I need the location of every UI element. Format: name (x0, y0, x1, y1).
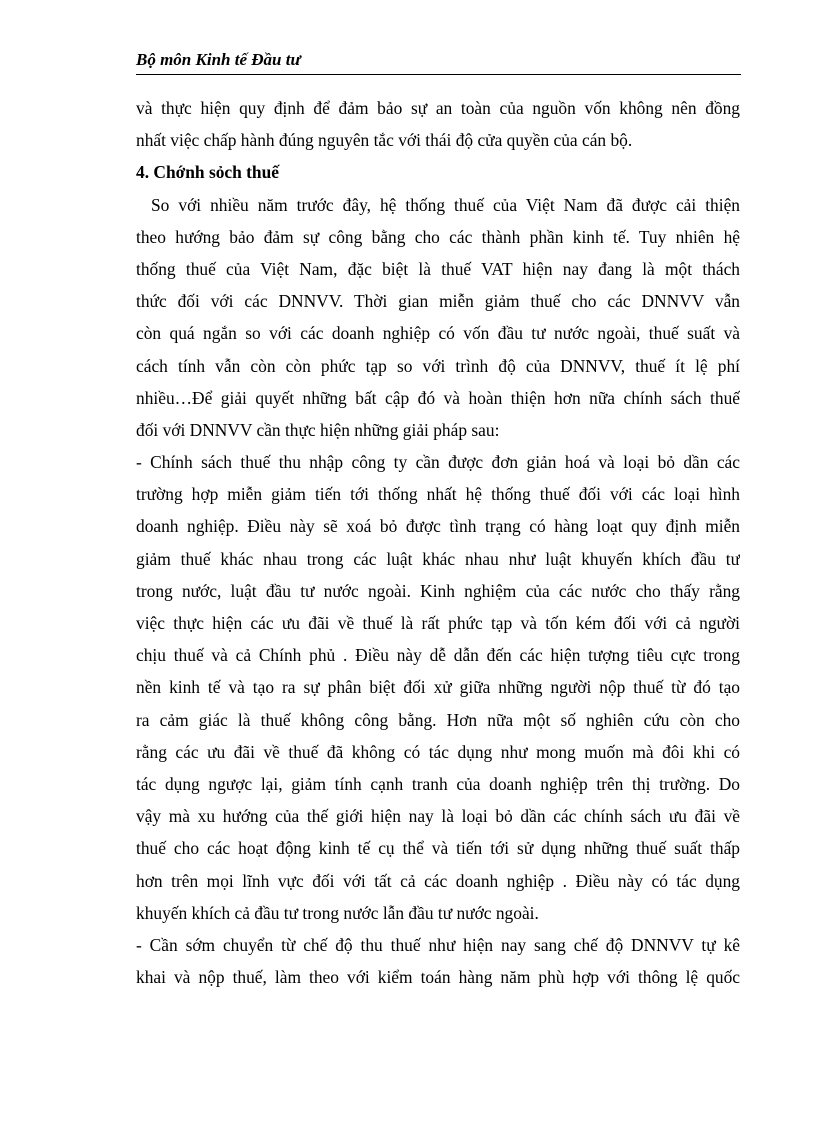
text-line: doanh nghiệp. Điều này sẽ xoá bỏ được tình trạng có hàng loạt quy định miễn (136, 516, 740, 537)
text-line: theo hướng bảo đảm sự công bằng cho các thành phần kinh tế. Tuy nhiên hệ (136, 226, 740, 247)
text-line: So với nhiều năm trước đây, hệ thống thuế của Việt Nam đã được cải thiện (151, 194, 740, 215)
text-line: trong nước, luật đầu tư nước ngoài. Kinh nghiệm của các nước cho thấy rằng (136, 580, 740, 601)
text-line: nhiều…Để giải quyết những bất cập đó và hoàn thiện hơn nữa chính sách thuế (136, 387, 740, 408)
text-line: - Cần sớm chuyển từ chế độ thu thuế như hiện nay sang chế độ DNNVV tự kê (136, 934, 740, 955)
text-line: rằng các ưu đãi về thuế đã không có tác dụng như mong muốn mà đôi khi có (136, 741, 740, 762)
page-header (136, 50, 741, 75)
text-line: đối với DNNVV cần thực hiện những giải pháp sau: (136, 419, 500, 440)
text-line: nền kinh tế và tạo ra sự phân biệt đối xử giữa những người nộp thuế từ đó tạo (136, 677, 740, 698)
header-title: Bộ môn Kinh tế Đầu tư (136, 50, 301, 69)
text-line: nhất việc chấp hành đúng nguyên tắc với thái độ cửa quyền của cán bộ. (136, 130, 633, 151)
text-line: thuế cho các hoạt động kinh tế cụ thể và tiến tới sử dụng những thuế suất thấp (136, 838, 740, 859)
text-line: khai và nộp thuế, làm theo với kiểm toán hàng năm phù hợp với thông lệ quốc (136, 967, 740, 988)
text-line: việc thực hiện các ưu đãi về thuế là rất phức tạp và tốn kém đối với cả người (136, 613, 740, 633)
text-line: trường hợp miễn giảm tiến tới thống nhất hệ thống thuế đối với các loại hình (136, 484, 740, 505)
text-line: và thực hiện quy định để đảm bảo sự an toàn của nguồn vốn không nên đồng (136, 98, 740, 118)
text-line: thức đối với các DNNVV. Thời gian miễn giảm thuế cho các DNNVV vẫn (136, 291, 740, 312)
section-heading: 4. Chớnh sỏch thuế (136, 162, 279, 183)
text-line: chịu thuế và cả Chính phủ . Điều này dễ dẫn đến các hiện tượng tiêu cực trong (136, 645, 740, 666)
text-line: ra cảm giác là thuế không công bằng. Hơn nữa một số nghiên cứu còn cho (136, 709, 740, 730)
text-line: hơn trên mọi lĩnh vực đối với tất cả các doanh nghiệp . Điều này có tác dụng (136, 870, 740, 891)
document-body (136, 92, 740, 993)
text-line: cách tính vẫn còn còn phức tạp so với trình độ của DNNVV, thuế ít lệ phí (136, 355, 740, 376)
text-line: khuyến khích cả đầu tư trong nước lẫn đầu tư nước ngoài. (136, 902, 539, 923)
text-line: - Chính sách thuế thu nhập công ty cần được đơn giản hoá và loại bỏ dần các (136, 452, 740, 473)
text-line: còn quá ngắn so với các doanh nghiệp có vốn đầu tư nước ngoài, thuế suất và (136, 323, 740, 344)
text-line: vậy mà xu hướng của thế giới hiện nay là loại bỏ dần các chính sách ưu đãi về (136, 806, 740, 827)
text-line: giảm thuế khác nhau trong các luật khác nhau như luật khuyến khích đầu tư (136, 548, 740, 569)
text-line: tác dụng ngược lại, giảm tính cạnh tranh của doanh nghiệp trên thị trường. Do (136, 773, 740, 794)
text-line: thống thuế của Việt Nam, đặc biệt là thuế VAT hiện nay đang là một thách (136, 258, 740, 279)
